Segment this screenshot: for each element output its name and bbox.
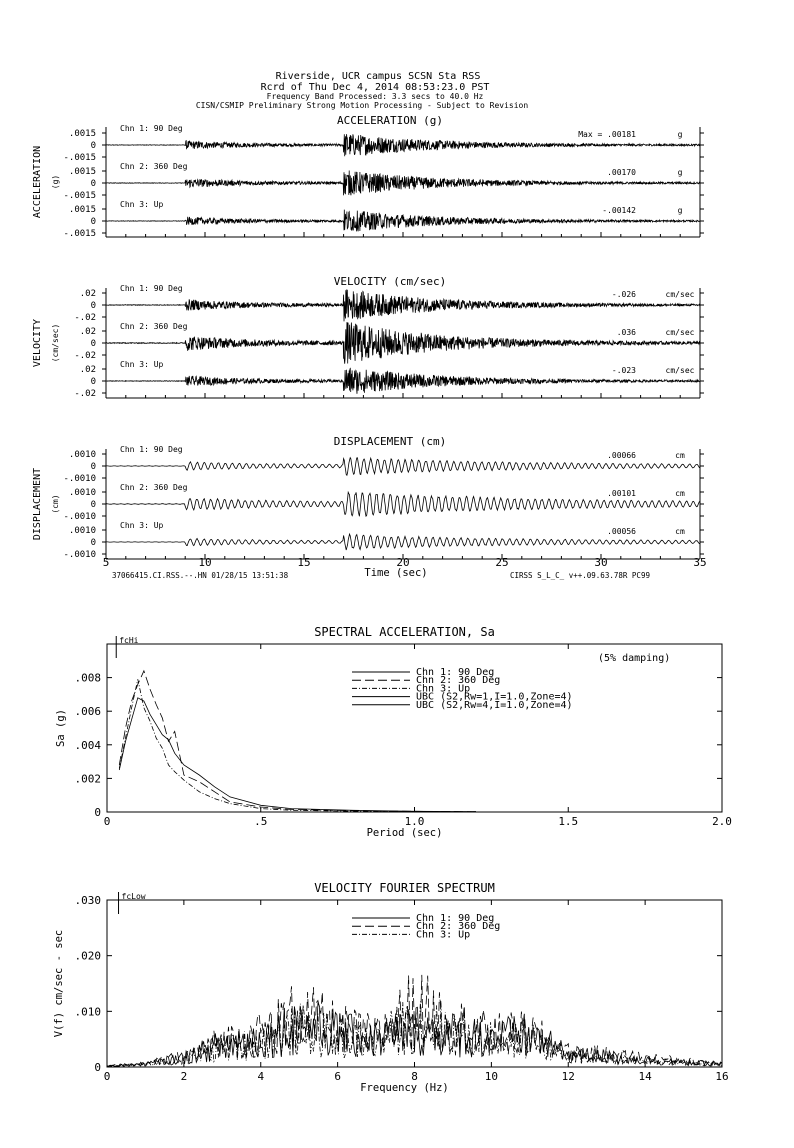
- y-tick-label: 0: [90, 462, 96, 472]
- x-tick-label: 0: [103, 1070, 111, 1083]
- channel-label: Chn 3: Up: [120, 200, 164, 209]
- y-tick-label: 0: [90, 339, 96, 349]
- y-tick-label: -.0015: [63, 191, 96, 201]
- channel-max-value: .00170: [607, 168, 636, 177]
- y-tick-label: .0010: [68, 488, 96, 498]
- y-tick-label: .030: [74, 894, 101, 907]
- channel-max-value: .00066: [607, 451, 636, 460]
- x-tick-label: .5: [254, 815, 268, 828]
- channel-max-value: .036: [616, 328, 636, 337]
- time-tick-label: 5: [102, 556, 110, 569]
- x-tick-label: 4: [257, 1070, 265, 1083]
- y-tick-label: 0: [94, 1061, 101, 1074]
- channel-max-unit: g: [677, 130, 683, 139]
- cutoff-marker-label: fcLow: [121, 892, 146, 901]
- time-tick-label: 20: [396, 556, 410, 569]
- y-tick-label: .0015: [68, 167, 96, 177]
- channel-label: Chn 3: Up: [120, 360, 164, 369]
- time-tick-label: 35: [693, 556, 707, 569]
- y-tick-label: .002: [74, 772, 101, 786]
- y-tick-label: .0015: [68, 129, 96, 139]
- time-axis-label: Time (sec): [364, 567, 428, 579]
- panel-title: ACCELERATION (g): [337, 114, 443, 127]
- y-axis-label: Sa (g): [55, 709, 67, 747]
- y-tick-label: 0: [90, 538, 96, 548]
- x-axis-label: Period (sec): [366, 827, 443, 839]
- side-label: VELOCITY: [32, 318, 43, 368]
- x-tick-label: 2: [180, 1070, 188, 1083]
- channel-max-unit: cm: [675, 527, 685, 536]
- channel-max-value: .00056: [607, 527, 636, 536]
- software-version-footer: CIRSS S_L_C_ v++.09.63.78R PC99: [510, 571, 650, 580]
- processing-note: CISN/CSMIP Preliminary Strong Motion Processing - Subject to Revision: [195, 101, 529, 110]
- y-tick-label: 0: [90, 141, 96, 151]
- x-tick-label: 0: [103, 815, 111, 828]
- time-tick-label: 25: [495, 556, 509, 569]
- side-label: ACCELERATION: [32, 145, 43, 219]
- legend-label: Chn 2: 360 Deg: [416, 675, 501, 687]
- channel-max-value: .00101: [607, 489, 636, 498]
- x-tick-label: 10: [484, 1070, 498, 1083]
- legend-label: UBC (S2,Rw=1,I=1.0,Zone=4): [416, 691, 573, 703]
- x-tick-label: 16: [715, 1070, 729, 1083]
- channel-max-value: -.00142: [602, 206, 636, 215]
- y-tick-label: .006: [74, 705, 101, 719]
- channel-max-unit: cm: [675, 489, 685, 498]
- station-title: Riverside, UCR campus SCSN Sta RSS: [275, 71, 481, 82]
- channel-max-unit: cm/sec: [665, 328, 695, 337]
- y-tick-label: .02: [79, 289, 96, 299]
- time-tick-label: 30: [594, 556, 608, 569]
- legend-label: Chn 2: 360 Deg: [416, 921, 501, 933]
- x-axis-label: Frequency (Hz): [360, 1082, 449, 1094]
- y-tick-label: 0: [90, 217, 96, 227]
- channel-label: Chn 3: Up: [120, 521, 164, 530]
- record-time: Rcrd of Thu Dec 4, 2014 08:53:23.0 PST: [260, 82, 490, 93]
- y-tick-label: -.02: [74, 351, 96, 361]
- y-tick-label: 0: [90, 500, 96, 510]
- y-tick-label: -.0010: [63, 512, 96, 522]
- y-tick-label: -.0015: [63, 229, 96, 239]
- channel-max-unit: cm/sec: [665, 290, 695, 299]
- x-tick-label: 1.0: [404, 815, 425, 828]
- y-tick-label: .010: [74, 1005, 101, 1019]
- x-tick-label: 1.5: [558, 815, 579, 828]
- x-tick-label: 2.0: [712, 815, 732, 828]
- y-tick-label: 0: [94, 806, 101, 819]
- time-tick-label: 15: [297, 556, 311, 569]
- y-tick-label: -.0010: [63, 550, 96, 560]
- y-axis-label: V(f) cm/sec - sec: [53, 929, 65, 1038]
- legend-label: Chn 3: Up: [416, 683, 471, 695]
- time-tick-label: 10: [198, 556, 212, 569]
- legend-label: Chn 1: 90 Deg: [416, 913, 495, 924]
- damping-note: (5% damping): [598, 653, 671, 664]
- channel-label: Chn 2: 360 Deg: [120, 483, 188, 492]
- channel-max-value: -.023: [611, 366, 636, 375]
- panel-title: VELOCITY (cm/sec): [333, 275, 447, 288]
- y-tick-label: .008: [74, 671, 101, 685]
- side-unit: (cm/sec): [51, 323, 60, 363]
- channel-max-value: Max = .00181: [578, 130, 636, 139]
- channel-max-unit: g: [677, 168, 683, 177]
- channel-max-unit: g: [677, 206, 683, 215]
- x-tick-label: 6: [334, 1070, 341, 1083]
- channel-max-unit: cm: [675, 451, 685, 460]
- side-unit: (g): [51, 174, 60, 190]
- y-tick-label: 0: [90, 179, 96, 189]
- channel-label: Chn 2: 360 Deg: [120, 322, 188, 331]
- panel-title: DISPLACEMENT (cm): [333, 435, 447, 448]
- y-tick-label: 0: [90, 301, 96, 311]
- channel-label: Chn 2: 360 Deg: [120, 162, 188, 171]
- y-tick-label: .0010: [68, 450, 96, 460]
- y-tick-label: .0015: [68, 205, 96, 215]
- y-tick-label: -.0015: [63, 153, 96, 163]
- y-tick-label: -.02: [74, 313, 96, 323]
- side-label: DISPLACEMENT: [32, 467, 43, 541]
- channel-max-unit: cm/sec: [665, 366, 695, 375]
- frequency-band: Frequency Band Processed: 3.3 secs to 40.0 Hz: [266, 92, 484, 101]
- x-tick-label: 8: [411, 1070, 418, 1083]
- channel-label: Chn 1: 90 Deg: [120, 284, 183, 293]
- legend-label: Chn 3: Up: [416, 929, 471, 941]
- channel-max-value: -.026: [611, 290, 636, 299]
- record-id-footer: 37066415.CI.RSS.--.HN 01/28/15 13:51:38: [112, 571, 289, 580]
- y-tick-label: .020: [74, 949, 101, 963]
- chart-title: SPECTRAL ACCELERATION, Sa: [314, 625, 495, 639]
- y-tick-label: .02: [79, 327, 96, 337]
- x-tick-label: 14: [638, 1070, 652, 1083]
- channel-label: Chn 1: 90 Deg: [120, 445, 183, 454]
- legend-label: Chn 1: 90 Deg: [416, 667, 495, 678]
- x-tick-label: 12: [561, 1070, 575, 1083]
- y-tick-label: .02: [79, 365, 96, 375]
- cutoff-marker-label: fcHi: [119, 636, 139, 645]
- y-tick-label: .0010: [68, 526, 96, 536]
- legend-label: UBC (S2,Rw=4,I=1.0,Zone=4): [416, 699, 573, 711]
- y-tick-label: -.0010: [63, 474, 96, 484]
- y-tick-label: 0: [90, 377, 96, 387]
- chart-title: VELOCITY FOURIER SPECTRUM: [314, 881, 495, 895]
- side-unit: (cm): [51, 494, 60, 514]
- y-tick-label: .004: [74, 738, 101, 752]
- y-tick-label: -.02: [74, 389, 96, 399]
- channel-label: Chn 1: 90 Deg: [120, 124, 183, 133]
